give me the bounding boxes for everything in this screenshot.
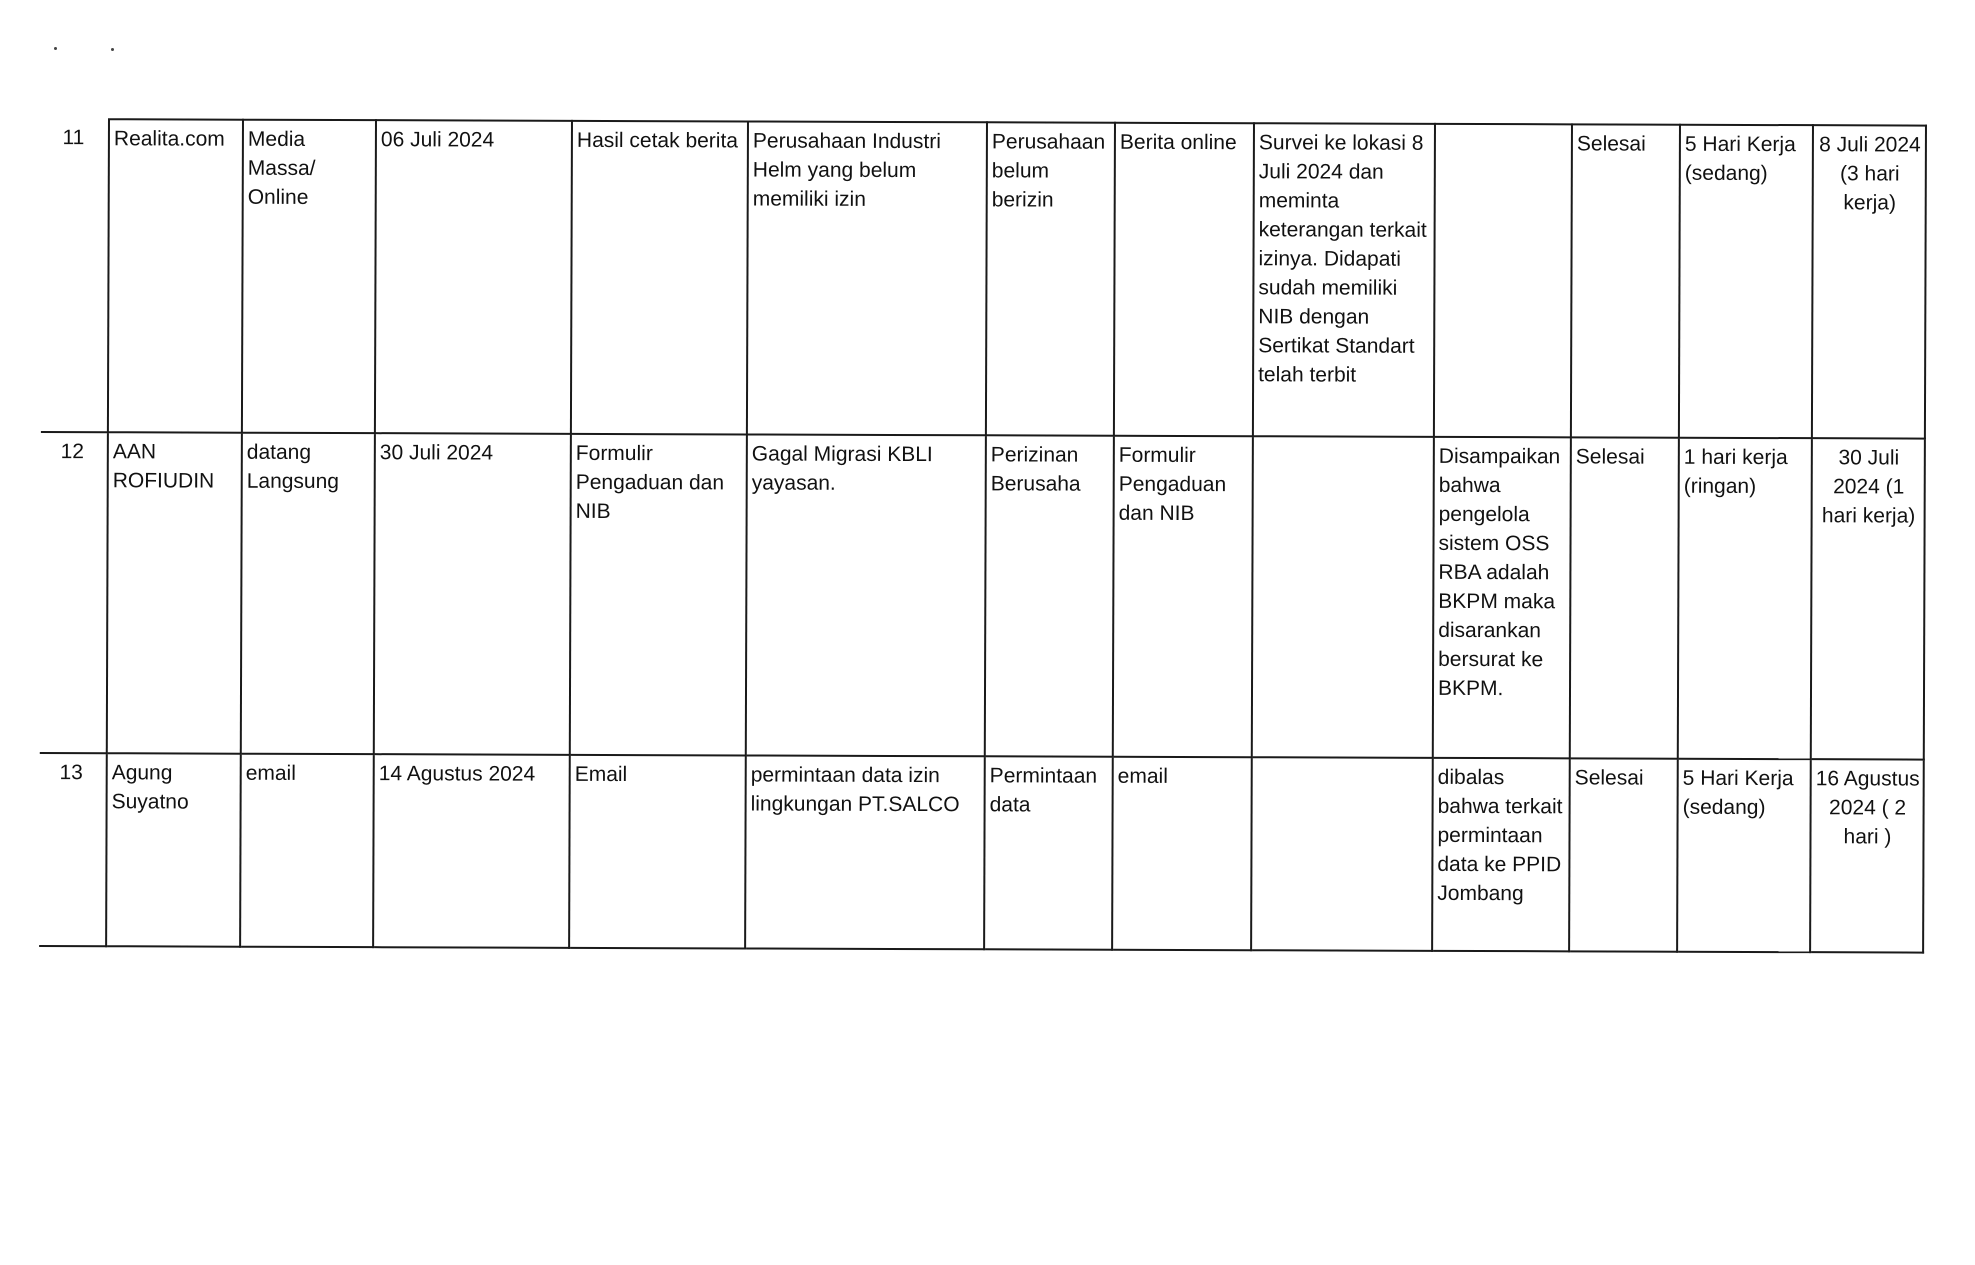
- complaint-category: Permintaan data: [984, 756, 1113, 949]
- table-row: [41, 119, 1926, 439]
- complaints-table: [39, 118, 1927, 954]
- complaint-description: permintaan data izin lingkungan PT.SALCO: [745, 755, 985, 949]
- complaint-medium: email: [240, 754, 374, 947]
- target-time: 5 Hari Kerja (sedang): [1677, 759, 1811, 952]
- status: Selesai: [1570, 437, 1679, 758]
- complainant-name: AAN ROFIUDIN: [107, 432, 242, 753]
- table-row: [40, 432, 1925, 760]
- complainant-name: Realita.com: [108, 119, 243, 432]
- row-number: 12: [40, 432, 108, 753]
- complaint-date: 06 Juli 2024: [375, 120, 572, 434]
- evidence: Email: [569, 755, 746, 949]
- actual-completion: 30 Juli 2024 (1 hari kerja): [1811, 438, 1925, 759]
- actual-completion: 16 Agustus 2024 ( 2 hari ): [1810, 759, 1924, 952]
- complaint-description: Perusahaan Industri Helm yang belum memiliki izin: [747, 121, 987, 435]
- row-number: 11: [41, 119, 109, 432]
- complaint-description: Gagal Migrasi KBLI yayasan.: [746, 434, 986, 756]
- target-time: 5 Hari Kerja (sedang): [1679, 125, 1813, 438]
- complaint-category: Perusahaan belum berizin: [986, 122, 1115, 435]
- complaint-source: Berita online: [1114, 123, 1254, 436]
- resolution: dibalas bahwa terkait permintaan data ke PPID Jombang: [1432, 758, 1570, 951]
- follow-up-action: [1251, 757, 1433, 951]
- scan-speck: [111, 48, 114, 51]
- table-row: [39, 753, 1924, 953]
- complaint-medium: datang Langsung: [241, 433, 375, 754]
- evidence: Formulir Pengaduan dan NIB: [570, 434, 747, 756]
- complaint-medium: Media Massa/ Online: [242, 120, 376, 433]
- complaint-date: 30 Juli 2024: [374, 433, 571, 755]
- evidence: Hasil cetak berita: [571, 121, 748, 435]
- complaint-category: Perizinan Berusaha: [985, 435, 1114, 756]
- complaint-source: email: [1112, 757, 1252, 950]
- status: Selesai: [1571, 124, 1680, 437]
- complaint-date: 14 Agustus 2024: [373, 754, 570, 948]
- follow-up-action: Survei ke lokasi 8 Juli 2024 dan meminta keterangan terkait izinya. Didapati sudah memiliki NIB dengan Sertikat Standart telah terbit: [1253, 123, 1435, 437]
- complainant-name: Agung Suyatno: [106, 753, 241, 946]
- resolution: [1434, 124, 1572, 437]
- follow-up-action: [1252, 436, 1434, 758]
- complaint-source: Formulir Pengaduan dan NIB: [1113, 436, 1253, 757]
- status: Selesai: [1569, 758, 1678, 951]
- resolution: Disampaikan bahwa pengelola sistem OSS RBA adalah BKPM maka disarankan bersurat ke BKPM.: [1433, 437, 1571, 758]
- target-time: 1 hari kerja (ringan): [1678, 438, 1812, 759]
- row-number: 13: [39, 753, 107, 946]
- complaints-table-wrapper: [39, 118, 1926, 954]
- actual-completion: 8 Juli 2024 (3 hari kerja): [1812, 125, 1926, 438]
- scan-speck: [54, 47, 57, 50]
